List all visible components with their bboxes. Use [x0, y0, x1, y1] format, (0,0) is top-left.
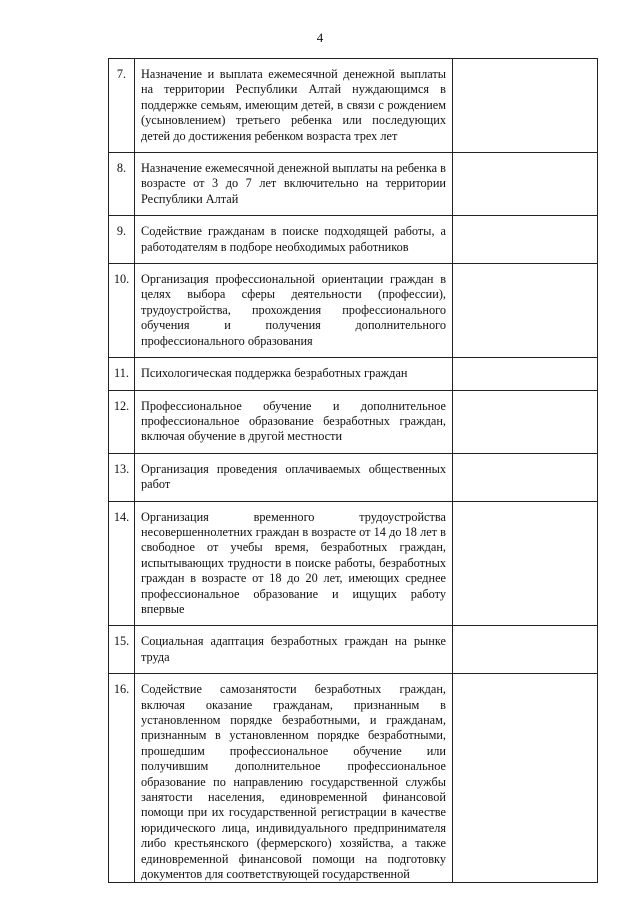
service-name: Организация профессиональной ориентации граждан в целях выбора сферы деятельности (профессии), трудоустройства, прохождения профессионального обучения и получения дополнительного профессионального образования: [135, 264, 453, 358]
empty-cell: [453, 216, 598, 264]
service-name: Содействие гражданам в поиске подходящей работы, а работодателям в подборе необходимых работников: [135, 216, 453, 264]
empty-cell: [453, 390, 598, 453]
row-number: 9.: [109, 216, 135, 264]
table-row: [109, 390, 598, 453]
empty-cell: [453, 501, 598, 626]
table-row: [109, 358, 598, 390]
page-number: 4: [316, 30, 324, 45]
row-number: 15.: [109, 626, 135, 674]
table-row: [109, 674, 598, 883]
empty-cell: [453, 674, 598, 883]
row-number: 11.: [109, 358, 135, 390]
table-row: [109, 453, 598, 501]
table-row: [109, 216, 598, 264]
service-name: Организация проведения оплачиваемых общественных работ: [135, 453, 453, 501]
table-row: [109, 626, 598, 674]
table-row: [109, 501, 598, 626]
service-name: Назначение и выплата ежемесячной денежной выплаты на территории Республики Алтай нуждающимся в поддержке семьям, имеющим детей, в связи с рождением (усыновлением) третьего ребенка или последующих детей до достижения ребенком возраста трех лет: [135, 59, 453, 153]
service-name: Социальная адаптация безработных граждан на рынке труда: [135, 626, 453, 674]
table-row: [109, 264, 598, 358]
row-number: 8.: [109, 153, 135, 216]
row-number: 14.: [109, 501, 135, 626]
empty-cell: [453, 264, 598, 358]
empty-cell: [453, 453, 598, 501]
row-number: 10.: [109, 264, 135, 358]
service-name: Профессиональное обучение и дополнительное профессиональное образование безработных граждан, включая обучение в другой местности: [135, 390, 453, 453]
empty-cell: [453, 358, 598, 390]
row-number: 12.: [109, 390, 135, 453]
empty-cell: [453, 153, 598, 216]
service-name: Назначение ежемесячной денежной выплаты на ребенка в возрасте от 3 до 7 лет включительно на территории Республики Алтай: [135, 153, 453, 216]
table-row: [109, 59, 598, 153]
row-number: 7.: [109, 59, 135, 153]
row-number: 16.: [109, 674, 135, 883]
services-table: [108, 58, 598, 883]
table-row: [109, 153, 598, 216]
service-name: Содействие самозанятости безработных граждан, включая оказание гражданам, признанным в установленном порядке безработными, и гражданам, признанным в установленном порядке безработными, прошедшим профессиональное обучение или получившим дополнительное профессиональное образование по направлению государственной службы занятости населения, единовременной финансовой помощи при их государственной регистрации в качестве юридического лица, индивидуального предпринимателя либо крестьянского (фермерского) хозяйства, а также единовременной финансовой помощи на подготовку документов для соответствующей государственной: [135, 674, 453, 883]
empty-cell: [453, 626, 598, 674]
empty-cell: [453, 59, 598, 153]
service-name: Организация временного трудоустройства несовершеннолетних граждан в возрасте от 14 до 18 лет в свободное от учебы время, безработных граждан, испытывающих трудности в поиске работы, безработных граждан в возрасте от 18 до 20 лет, имеющих среднее профессиональное образование и ищущих работу впервые: [135, 501, 453, 626]
row-number: 13.: [109, 453, 135, 501]
service-name: Психологическая поддержка безработных граждан: [135, 358, 453, 390]
